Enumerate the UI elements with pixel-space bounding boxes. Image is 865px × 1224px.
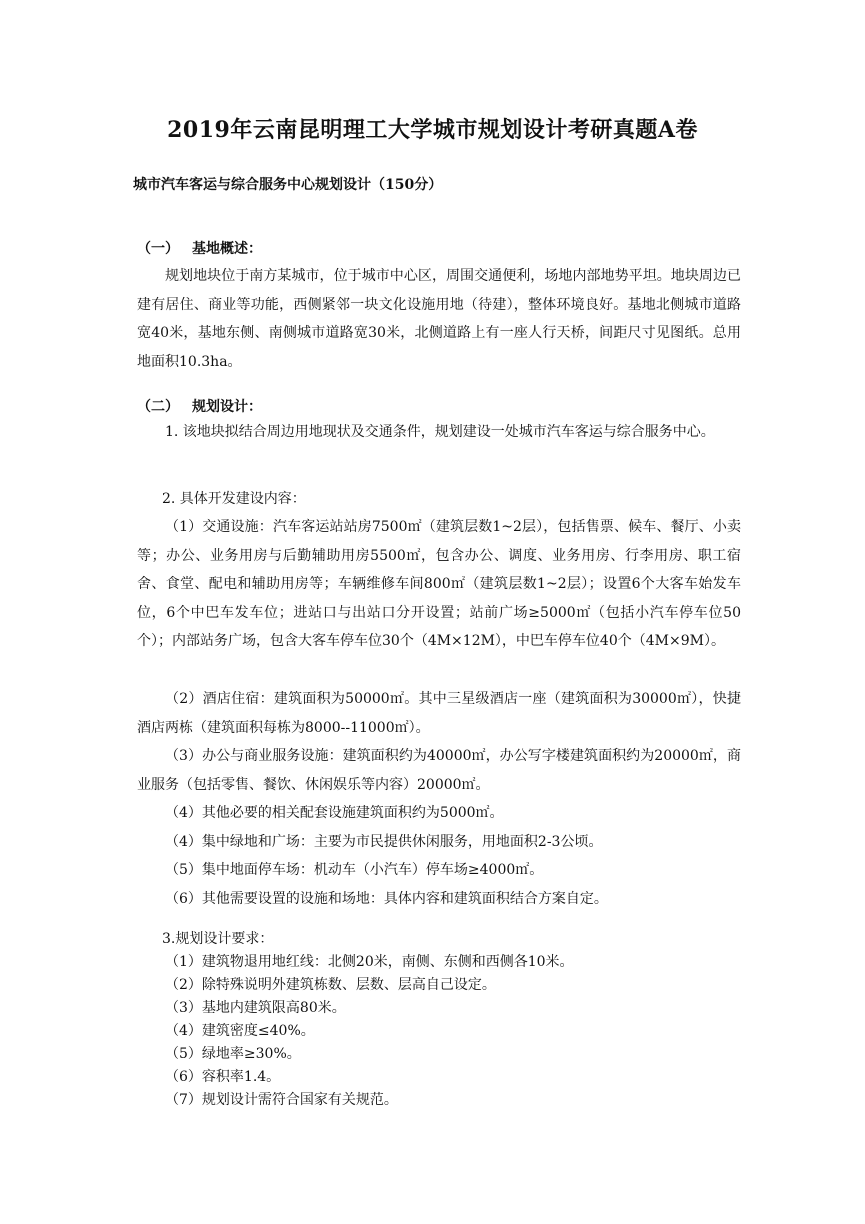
- section1-heading: [137, 238, 262, 260]
- requirement-item: （6）容积率1.4。: [165, 1069, 281, 1085]
- requirement-item: （4）建筑密度≤40%。: [165, 1023, 315, 1039]
- requirement-item: （5）绿地率≥30%。: [165, 1046, 301, 1062]
- requirement-item: （7）规划设计需符合国家有关规范。: [165, 1092, 398, 1108]
- item2-part-hotel: （2）酒店住宿：建筑面积为50000㎡。其中三星级酒店一座（建筑面积为30000㎡），快捷酒店两栋（建筑面积每栋为8000--11000㎡）。: [137, 691, 741, 736]
- exam-subtitle: 城市汽车客运与综合服务中心规划设计（150分）: [133, 177, 443, 193]
- item2-part-parking: （5）集中地面停车场：机动车（小汽车）停车场≥4000㎡。: [165, 862, 544, 878]
- section1-text: 规划地块位于南方某城市，位于城市中心区，周围交通便利，场地内部地势平坦。地块周边已建有居住、商业等功能，西侧紧邻一块文化设施用地（待建），整体环境良好。基地北侧城市道路宽40米，基地东侧、南侧城市道路宽30米，北侧道路上有一座人行天桥，间距尺寸见图纸。总用地面积10.3ha。: [137, 268, 741, 370]
- item2-title: 2. 具体开发建设内容：: [162, 491, 306, 507]
- item2-part-traffic: （1）交通设施：汽车客运站站房7500㎡（建筑层数1~2层），包括售票、候车、餐厅、小卖等；办公、业务用房与后勤辅助用房5500㎡，包含办公、调度、业务用房、行李用房、职工宿舍、食堂、配电和辅助用房等；车辆维修车间800㎡（建筑层数1~2层）；设置6个大客车始发车位，6个中巴车发车位；进站口与出站口分开设置；站前广场≥5000㎡（包括小汽车停车位50个）；内部站务广场，包含大客车停车位30个（4M×12M），中巴车停车位40个（4M×9M）。: [137, 519, 741, 650]
- item2-part-office: （3）办公与商业服务设施：建筑面积约为40000㎡，办公写字楼建筑面积约为20000㎡，商业服务（包括零售、餐饮、休闲娱乐等内容）20000㎡。: [137, 748, 741, 793]
- section1-title: 基地概述：: [192, 241, 262, 257]
- item2-part-green: （4）集中绿地和广场：主要为市民提供休闲服务，用地面积2-3公顷。: [165, 834, 603, 850]
- document-title: 2019年云南昆明理工大学城市规划设计考研真题A卷: [167, 117, 698, 143]
- section2-heading: [137, 396, 262, 418]
- item3-title: 3.规划设计要求：: [162, 931, 274, 947]
- requirement-item: （2）除特殊说明外建筑栋数、层数、层高自己设定。: [165, 977, 496, 993]
- requirement-item: （3）基地内建筑限高80米。: [165, 1000, 346, 1016]
- item2-part-other: （6）其他需要设置的设施和场地：具体内容和建筑面积结合方案自定。: [165, 891, 608, 907]
- item1-text: 1. 该地块拟结合周边用地现状及交通条件，规划建设一处城市汽车客运与综合服务中心。: [165, 424, 715, 440]
- requirement-item: （1）建筑物退用地红线：北侧20米，南侧、东侧和西侧各10米。: [165, 954, 574, 970]
- section2-title: 规划设计：: [192, 399, 262, 415]
- section1-number: （一）: [137, 241, 179, 257]
- section2-number: （二）: [137, 399, 179, 415]
- item2-part-facilities: （4）其他必要的相关配套设施建筑面积约为5000㎡。: [165, 805, 504, 821]
